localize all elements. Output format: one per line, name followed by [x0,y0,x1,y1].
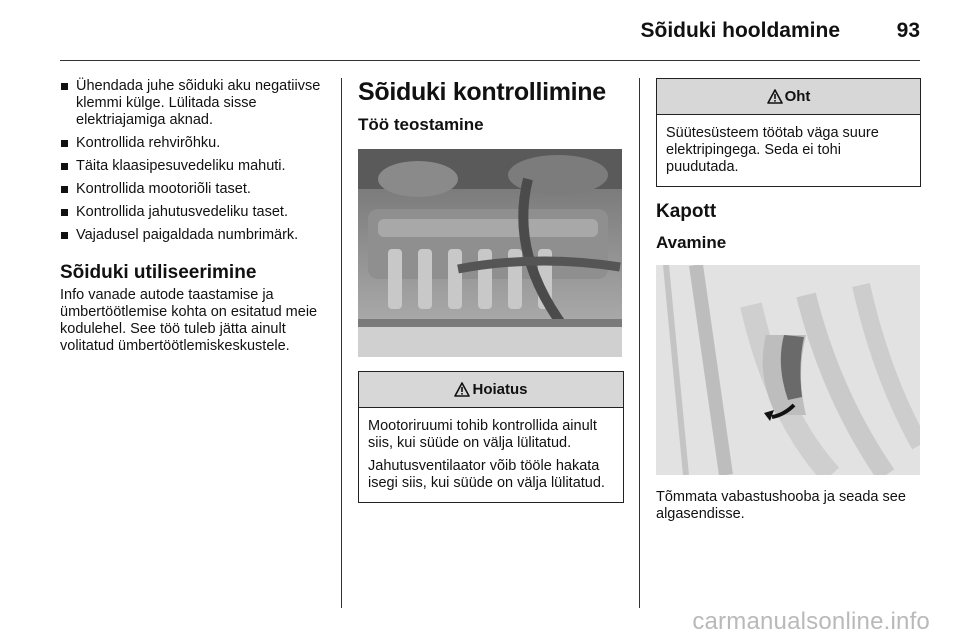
bullet-item: Kontrollida mootoriõli taset. [60,181,330,198]
page-number: 93 [896,19,920,42]
warning-box-header [359,372,623,408]
subsection-title-work: Töö teostamine [358,115,484,134]
bullet-item: Vajadusel paigaldada numbrimärk. [60,227,330,244]
page-header [0,0,960,62]
main-section-title: Sõiduki kontrollimine [358,78,606,106]
page-header-title: Sõiduki hooldamine [640,19,840,42]
warning-box-body [359,408,623,502]
column-divider-1 [341,78,342,608]
column-1 [60,78,330,355]
column-3 [656,78,921,523]
section-title-disposal: Sõiduki utiliseerimine [60,262,257,283]
warning-triangle-icon [454,382,470,397]
warning-triangle-icon [767,89,783,104]
column-divider-2 [639,78,640,608]
column-2 [358,78,624,503]
warning-paragraph: Mootoriruumi tohib kontrollida ainult siis, kui süüde on välja lülitatud. [368,418,597,451]
bullet-item: Kontrollida jahutusvedeliku taset. [60,204,330,221]
warning-paragraph: Jahutusventilaator võib tööle hakata isegi siis, kui süüde on välja lülitatud. [368,458,605,491]
bullet-item: Ühendada juhe sõiduki aku negatiivse klemmi külge. Lülitada sisse elektriajamiga aknad. [60,78,330,129]
hood-release-caption: Tõmmata vabastushooba ja seada see algasendisse. [656,489,906,522]
subsection-title-opening: Avamine [656,233,727,252]
danger-box [656,78,921,187]
warning-box [358,371,624,503]
site-watermark: carmanualsonline.info [692,608,930,635]
section-text-disposal: Info vanade autode taastamise ja ümbertöötlemise kohta on esitatud meie kodulehel. See töö tuleb jätta ainult volitatud ümbertöötlemiskeskustele. [60,287,318,354]
bullet-item: Täita klaasipesuvedeliku mahuti. [60,158,330,175]
section-title-hood: Kapott [656,201,717,222]
hood-release-photo [656,265,920,475]
bullet-item: Kontrollida rehvirõhku. [60,135,330,152]
engine-bay-photo [358,149,622,357]
danger-box-header [657,79,920,115]
danger-box-body [657,115,920,186]
danger-heading: Oht [784,88,811,105]
danger-paragraph: Süütesüsteem töötab väga suure elektripingega. Seda ei tohi puudutada. [666,125,879,175]
preparation-bullet-list [60,78,330,244]
warning-heading: Hoiatus [472,381,528,398]
header-divider [60,60,920,61]
